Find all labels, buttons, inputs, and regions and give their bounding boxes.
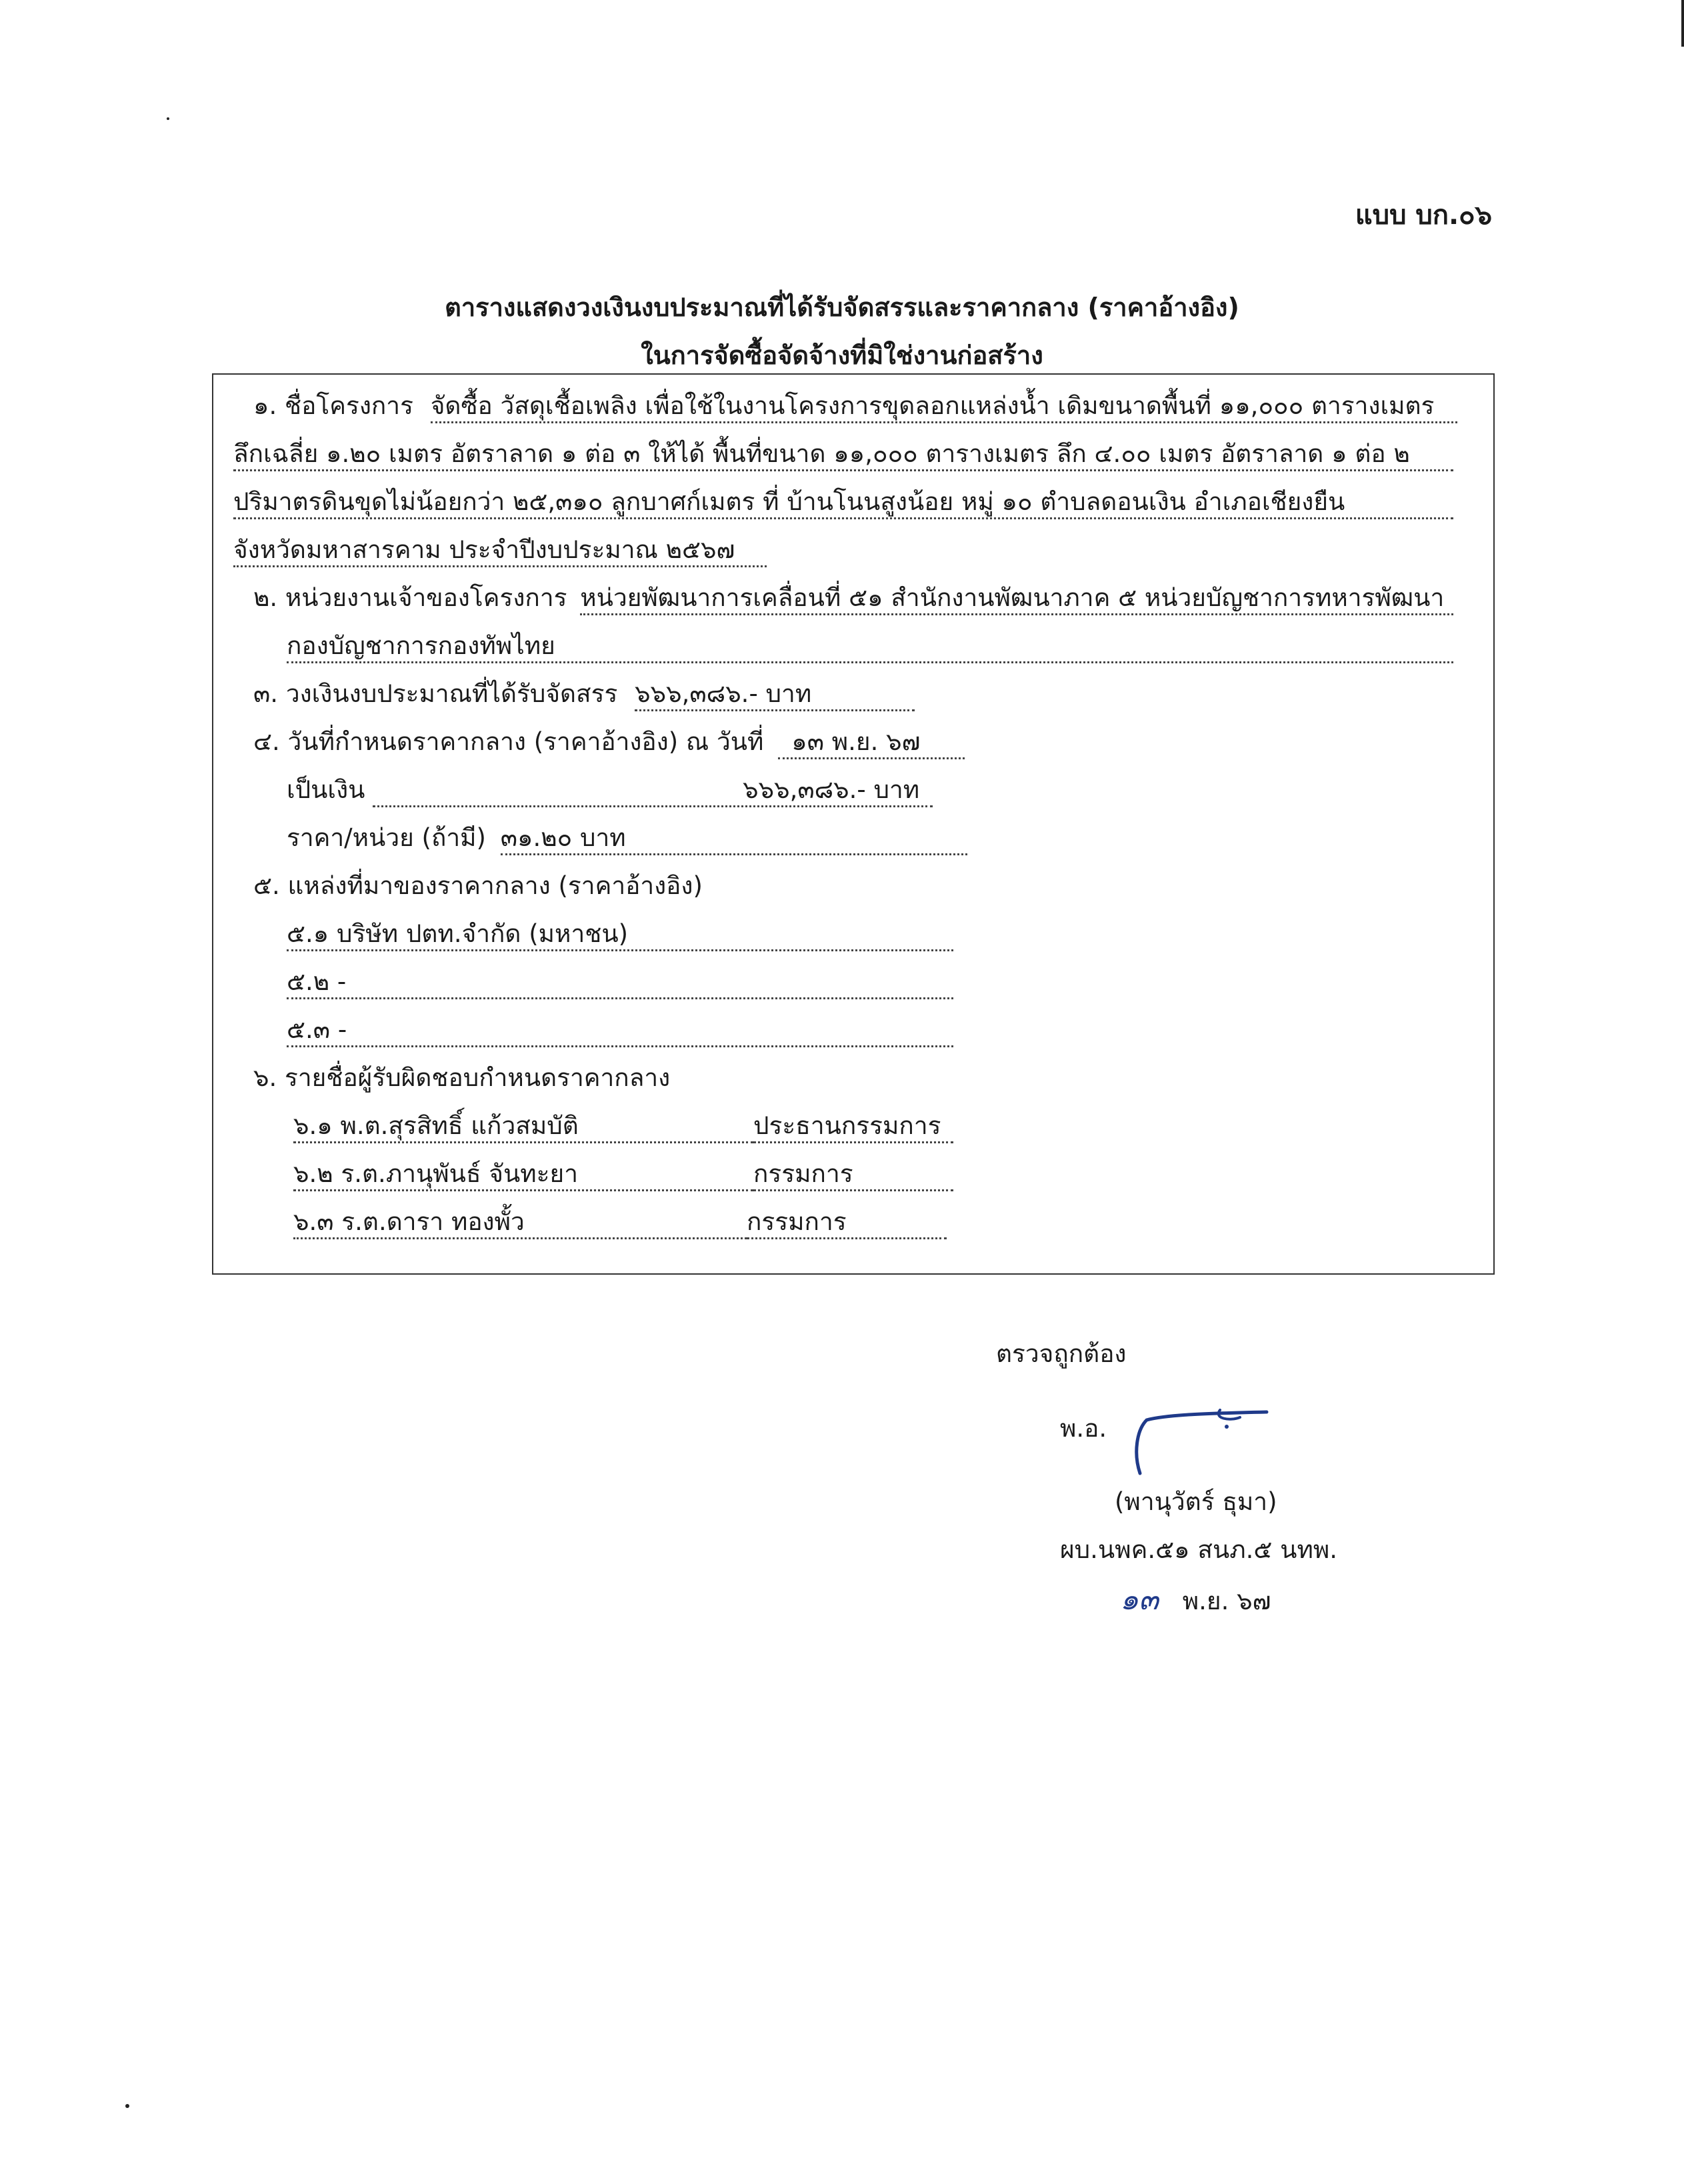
item2-value-line1: หน่วยพัฒนาการเคลื่อนที่ ๕๑ สำนักงานพัฒนาภาค ๕ หน่วยบัญชาการทหารพัฒนา	[580, 585, 1453, 615]
item4-unit-row	[287, 825, 967, 855]
item6-row	[253, 1065, 670, 1090]
scan-speck	[167, 117, 169, 120]
item1-row	[253, 393, 1457, 423]
verification-position: ผบ.นพค.๕๑ สนภ.๕ นทพ.	[1060, 1535, 1337, 1564]
item6-member-3-role: กรรมการ	[747, 1209, 947, 1239]
item5-row	[253, 873, 703, 898]
item6-label: ๖. รายชื่อผู้รับผิดชอบกำหนดราคากลาง	[253, 1063, 671, 1092]
item4-unit-label: ราคา/หน่วย (ถ้ามี)	[287, 823, 486, 852]
item4-date: ๑๓ พ.ย. ๖๗	[778, 729, 965, 759]
document-subtitle: ในการจัดซื้อจัดจ้างที่มิใช่งานก่อสร้าง	[641, 341, 1043, 370]
item5-source-2-text: ๕.๒ -	[287, 969, 953, 999]
item1-label: ๑. ชื่อโครงการ	[253, 391, 413, 420]
item5-label: ๕. แหล่งที่มาของราคากลาง (ราคาอ้างอิง)	[253, 871, 703, 900]
item1-row3	[233, 489, 1453, 519]
item1-value-line1: จัดซื้อ วัสดุเชื้อเพลิง เพื่อใช้ในงานโครงการขุดลอกแหล่งน้ำ เดิมขนาดพื้นที่ ๑๑,๐๐๐ ตารางเมตร	[431, 393, 1457, 423]
item4-row	[253, 729, 965, 759]
item1-row2	[233, 441, 1453, 471]
item1-row4	[233, 537, 767, 567]
item6-member-3-name: ๖.๓ ร.ต.ดารา ทองพั้ว	[293, 1209, 747, 1239]
item3-label: ๓. วงเงินงบประมาณที่ได้รับจัดสรร	[253, 679, 618, 708]
item4-amount-row	[287, 777, 933, 807]
verification-date-day: ๑๓	[1120, 1583, 1159, 1617]
item4-label: ๔. วันที่กำหนดราคากลาง (ราคาอ้างอิง) ณ วันที่	[253, 727, 764, 756]
item1-value-line2: ลึกเฉลี่ย ๑.๒๐ เมตร อัตราลาด ๑ ต่อ ๓ ให้ได้ พื้นที่ขนาด ๑๑,๐๐๐ ตารางเมตร ลึก ๔.๐๐ เมตร อัตราลาด ๑ ต่อ ๒	[233, 441, 1453, 471]
item3-row	[253, 681, 915, 711]
verification-rank: พ.อ.	[1060, 1414, 1107, 1443]
verification-date	[1120, 1585, 1271, 1615]
item6-member-3	[293, 1209, 947, 1239]
form-code: แบบ บก.๐๖	[1355, 200, 1492, 231]
item5-source-3-text: ๕.๓ -	[287, 1017, 953, 1047]
item5-source-2	[287, 969, 953, 999]
item6-member-1	[293, 1113, 953, 1143]
scan-edge-mark	[1681, 0, 1684, 47]
item6-member-1-role: ประธานกรรมการ	[753, 1113, 953, 1143]
item2-value-line2: กองบัญชาการกองทัพไทย	[287, 633, 1453, 663]
item2-row	[253, 585, 1453, 615]
item5-source-3	[287, 1017, 953, 1047]
item3-value: ๖๖๖,๓๘๖.- บาท	[635, 681, 915, 711]
item2-label: ๒. หน่วยงานเจ้าของโครงการ	[253, 583, 567, 612]
item2-row2	[287, 633, 1453, 663]
verification-date-rest: พ.ย. ๖๗	[1182, 1587, 1271, 1615]
item5-source-1	[287, 921, 953, 951]
scan-speck	[125, 2104, 129, 2108]
item1-value-line4: จังหวัดมหาสารคาม ประจำปีงบประมาณ ๒๕๖๗	[233, 537, 767, 567]
verification-heading: ตรวจถูกต้อง	[996, 1339, 1127, 1368]
item6-member-2-name: ๖.๒ ร.ต.ภานุพันธ์ จันทะยา	[293, 1161, 753, 1191]
item1-value-line3: ปริมาตรดินขุดไม่น้อยกว่า ๒๕,๓๑๐ ลูกบาศก์เมตร ที่ บ้านโนนสูงน้อย หมู่ ๑๐ ตำบลดอนเงิน อำเภอเชียงยืน	[233, 489, 1453, 519]
item6-member-2-role: กรรมการ	[753, 1161, 953, 1191]
item6-member-2	[293, 1161, 953, 1191]
verification-name: (พานุวัตร์ ธุมา)	[1115, 1487, 1277, 1516]
item4-unit-price: ๓๑.๒๐ บาท	[501, 825, 967, 855]
form-box	[212, 373, 1495, 1275]
item4-amount: ๖๖๖,๓๘๖.- บาท	[373, 777, 933, 807]
item5-source-1-text: ๕.๑ บริษัท ปตท.จำกัด (มหาชน)	[287, 921, 953, 951]
signature-image	[1120, 1400, 1280, 1480]
item4-amount-label: เป็นเงิน	[287, 775, 365, 804]
document-title: ตารางแสดงวงเงินงบประมาณที่ได้รับจัดสรรและราคากลาง (ราคาอ้างอิง)	[445, 293, 1239, 322]
item6-member-1-name: ๖.๑ พ.ต.สุรสิทธิ์ แก้วสมบัติ	[293, 1113, 753, 1143]
